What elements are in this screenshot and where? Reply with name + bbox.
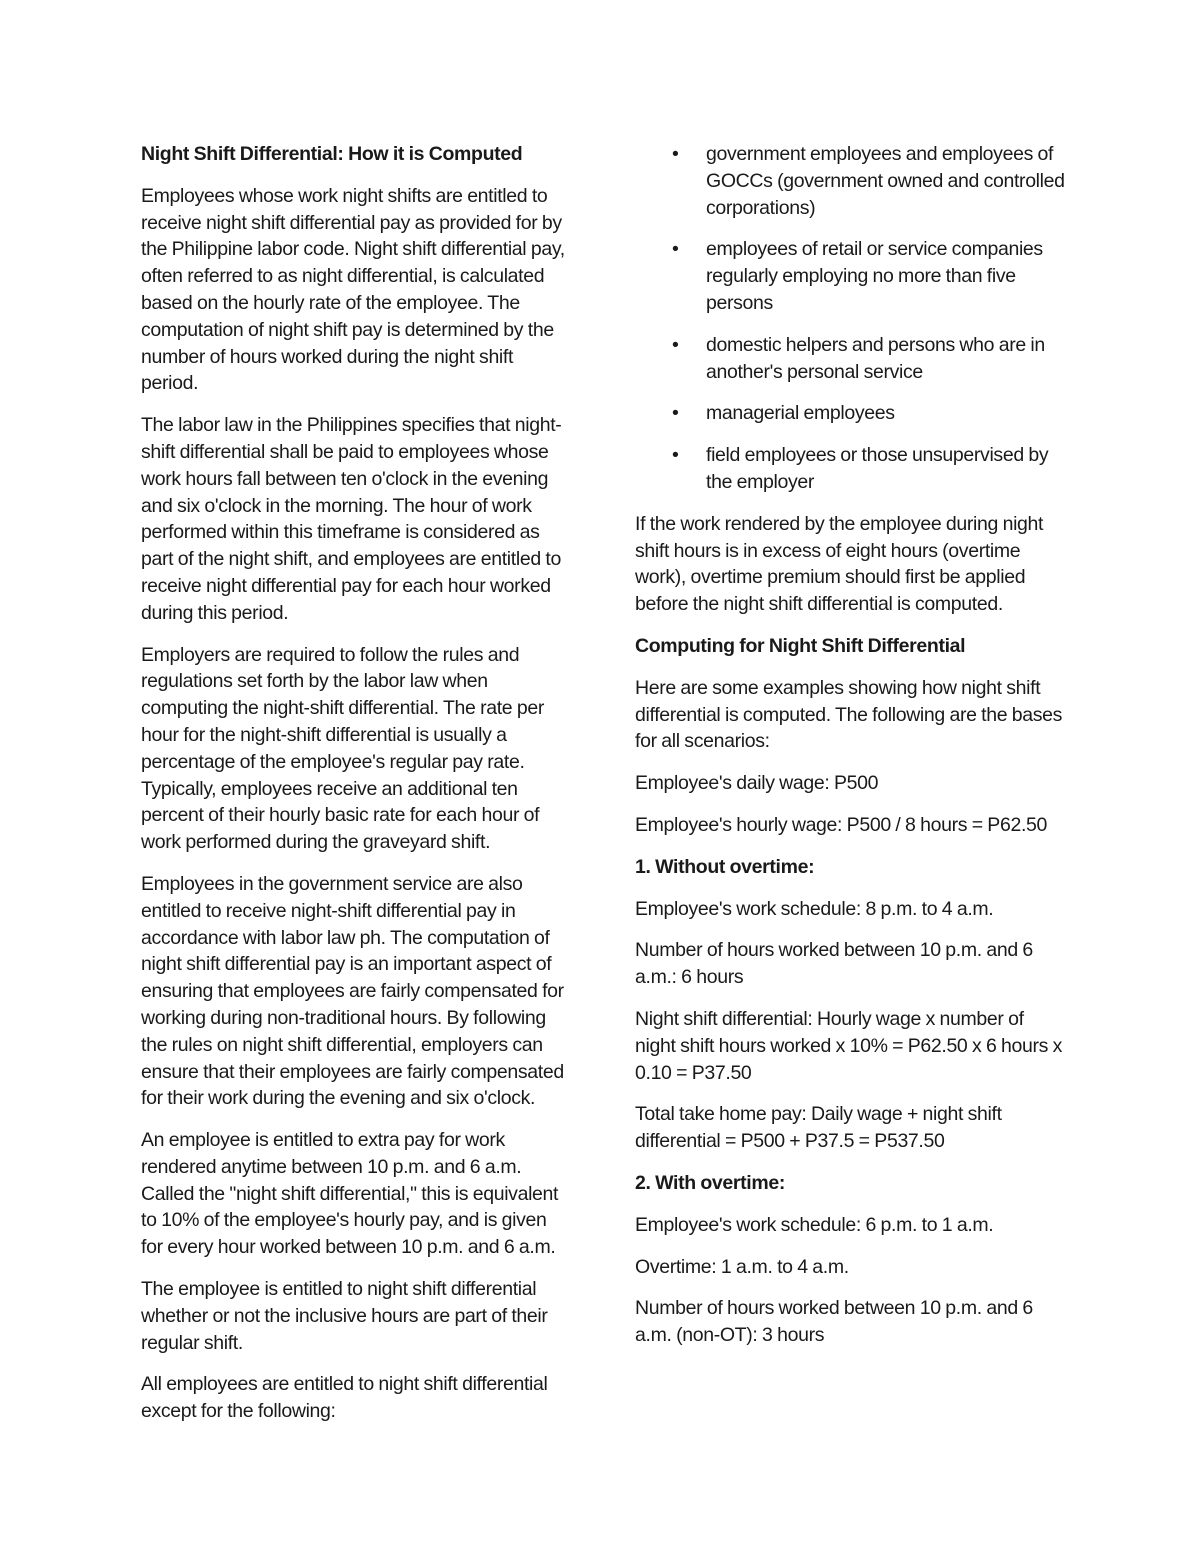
list-item: [635, 141, 1065, 221]
scenario-1-heading: 1. Without overtime:: [635, 855, 815, 878]
scenario-2-overtime: Overtime: 1 a.m. to 4 a.m.: [635, 1255, 849, 1278]
list-item-text: government employees and employees of GOCCs (government owned and controlled corporations): [706, 143, 1065, 219]
scenario-1-schedule: Employee's work schedule: 8 p.m. to 4 a.m.: [635, 897, 994, 920]
list-item-text: managerial employees: [706, 402, 895, 425]
labor-law-paragraph: The labor law in the Philippines specifies that night-shift differential shall be paid to employees whose work hours fall between ten o'clock in the evening and six o'clock in the morning. The hour of work performed within this timeframe is considered as part of the night shift, and employees are entitled to receive night differential pay for each hour worked during this period.: [141, 414, 562, 624]
list-item-text: domestic helpers and persons who are in another's personal service: [706, 333, 1045, 383]
list-item: [635, 400, 1065, 427]
computing-heading: Computing for Night Shift Differential: [635, 634, 966, 657]
list-item-text: field employees or those unsupervised by the employer: [706, 444, 1049, 493]
government-service-paragraph: Employees in the government service are also entitled to receive night-shift differential pay in accordance with labor law ph. The computation of night shift differential pay is an important aspect of ensuring that employees are fairly compensated for working during non-traditional hours. By following the rules on night shift differential, employers can ensure that their employees are fairly compensated for their work during the evening and six o'clock.: [141, 872, 564, 1110]
scenario-2-schedule: Employee's work schedule: 6 p.m. to 1 a.m.: [635, 1213, 994, 1236]
daily-wage-line: Employee's daily wage: P500: [635, 772, 879, 795]
scenario-1-hours: Number of hours worked between 10 p.m. and 6 a.m.: 6 hours: [635, 939, 1033, 989]
list-item-text: employees of retail or service companies regularly employing no more than five persons: [706, 238, 1043, 314]
extra-pay-paragraph: An employee is entitled to extra pay for work rendered anytime between 10 p.m. and 6 a.m. Called the "night shift differential," this is equivalent to 10% of the employee's hourly pay, and is given for every hour worked between 10 p.m. and 6 a.m.: [141, 1129, 559, 1259]
right-column: [635, 141, 1065, 1364]
bullet-icon: •: [672, 444, 679, 467]
exceptions-lead-paragraph: All employees are entitled to night shift differential except for the following:: [141, 1373, 548, 1423]
list-item: [635, 332, 1065, 386]
overtime-note-paragraph: If the work rendered by the employee during night shift hours is in excess of eight hours (overtime work), overtime premium should first be applied before the night shift differential is computed.: [635, 512, 1044, 616]
regular-shift-paragraph: The employee is entitled to night shift differential whether or not the inclusive hours are part of their regular shift.: [141, 1278, 548, 1354]
bullet-icon: •: [672, 402, 679, 425]
bullet-icon: •: [672, 238, 679, 261]
intro-paragraph: Employees whose work night shifts are entitled to receive night shift differential pay as provided for by the Philippine labor code. Night shift differential pay, often referred to as night differential, is calculated based on the hourly rate of the employee. The computation of night shift pay is determined by the number of hours worked during the night shift period.: [141, 184, 565, 395]
scenario-1-differential: Night shift differential: Hourly wage x number of night shift hours worked x 10% = P62.50 x 6 hours x 0.10 = P37.50: [635, 1007, 1063, 1084]
hourly-wage-line: Employee's hourly wage: P500 / 8 hours = P62.50: [635, 813, 1047, 836]
bullet-icon: •: [672, 333, 679, 356]
employer-rules-paragraph: Employers are required to follow the rules and regulations set forth by the labor law when computing the night-shift differential. The rate per hour for the night-shift differential is usually a percentage of the employee's regular pay rate. Typically, employees receive an additional ten percent of their hourly basic rate for each hour of work performed during the graveyard shift.: [141, 643, 544, 854]
exceptions-list: [635, 141, 1065, 496]
list-item: [635, 236, 1065, 316]
left-column: [141, 141, 571, 1440]
document-title: Night Shift Differential: How it is Computed: [141, 143, 523, 165]
list-item: [635, 442, 1065, 496]
bullet-icon: •: [672, 143, 679, 165]
scenario-2-heading: 2. With overtime:: [635, 1171, 785, 1194]
scenario-1-total: Total take home pay: Daily wage + night shift differential = P500 + P37.5 = P537.50: [635, 1103, 1002, 1153]
computing-intro-paragraph: Here are some examples showing how night shift differential is computed. The following are the bases for all scenarios:: [635, 676, 1063, 753]
scenario-2-hours: Number of hours worked between 10 p.m. and 6 a.m. (non-OT): 3 hours: [635, 1297, 1033, 1347]
